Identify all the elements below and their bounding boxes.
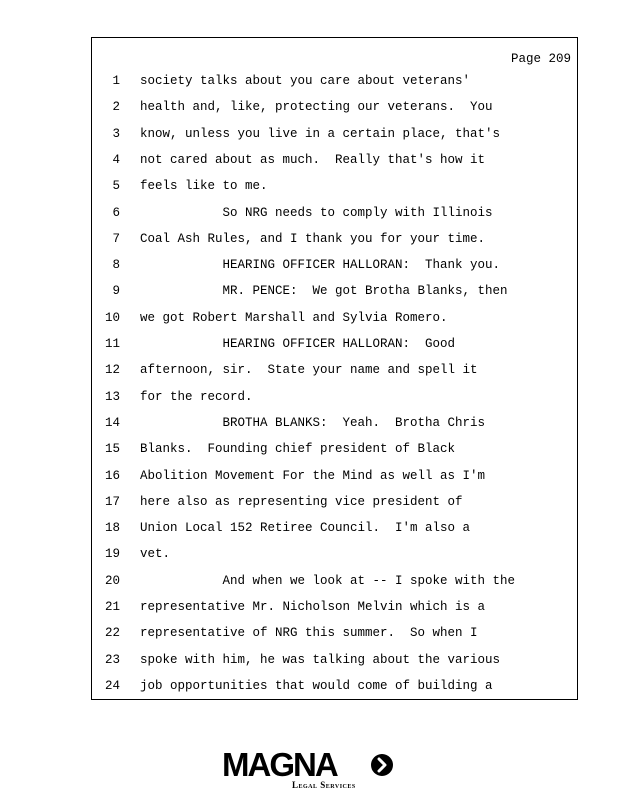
transcript-line (92, 363, 577, 389)
line-text: Abolition Movement For the Mind as well as I'm (140, 468, 486, 483)
line-text: not cared about as much. Really that's how it (140, 152, 486, 167)
line-text: HEARING OFFICER HALLORAN: Good (140, 337, 456, 351)
line-number: 8 (112, 258, 120, 273)
line-number: 18 (104, 521, 120, 536)
line-number: 23 (104, 652, 120, 667)
transcript-line (92, 495, 577, 521)
line-text: vet. (140, 547, 171, 562)
line-number: 4 (112, 152, 120, 167)
transcript-line (92, 416, 577, 442)
line-text: representative Mr. Nicholson Melvin which is a (140, 600, 486, 614)
line-number: 5 (112, 179, 120, 194)
line-text: MR. PENCE: We got Brotha Blanks, then (140, 284, 508, 299)
line-number: 11 (104, 337, 120, 351)
line-text: society talks about you care about veterans' (140, 74, 471, 88)
line-number: 24 (104, 678, 120, 693)
line-text: feels like to me. (140, 179, 268, 194)
transcript-line (92, 469, 577, 495)
line-number: 7 (112, 231, 120, 246)
line-number: 1 (112, 74, 120, 88)
line-number: 14 (104, 415, 120, 430)
line-number: 9 (112, 284, 120, 299)
transcript-line (92, 311, 577, 337)
line-text: here also as representing vice president of (140, 494, 463, 509)
line-text: spoke with him, he was talking about the various (140, 652, 501, 667)
transcript-line (92, 100, 577, 126)
transcript-line (92, 626, 577, 652)
line-text: health and, like, protecting our veterans. You (140, 100, 493, 115)
transcript-line (92, 442, 577, 468)
transcript-line (92, 390, 577, 416)
line-text: representative of NRG this summer. So when I (140, 626, 478, 641)
line-number: 22 (104, 626, 120, 641)
line-number: 6 (112, 205, 120, 220)
transcript-line (92, 232, 577, 258)
line-number: 12 (104, 363, 120, 378)
transcript-page (91, 37, 578, 700)
transcript-line (92, 284, 577, 310)
line-text: Union Local 152 Retiree Council. I'm also a (140, 521, 471, 536)
logo-wordmark: MAGNA (222, 746, 337, 783)
page-number: Page 209 (510, 52, 571, 66)
line-text: Blanks. Founding chief president of Black (140, 442, 456, 457)
line-text: for the record. (140, 389, 253, 404)
magna-logo (222, 747, 396, 793)
line-number: 21 (104, 600, 120, 614)
line-number: 16 (104, 468, 120, 483)
line-text: know, unless you live in a certain place, that's (140, 126, 501, 141)
line-text: afternoon, sir. State your name and spell it (140, 363, 478, 378)
logo-subtitle: Legal Services (292, 780, 356, 790)
line-text: BROTHA BLANKS: Yeah. Brotha Chris (140, 415, 486, 430)
transcript-line (92, 600, 577, 626)
transcript-line (92, 653, 577, 679)
line-text: And when we look at -- I spoke with the (140, 573, 516, 588)
line-number: 3 (112, 126, 120, 141)
transcript-line (92, 179, 577, 205)
line-number: 19 (104, 547, 120, 562)
line-text: HEARING OFFICER HALLORAN: Thank you. (140, 258, 501, 273)
line-number: 20 (104, 573, 120, 588)
transcript-line (92, 521, 577, 547)
line-number: 2 (112, 100, 120, 115)
line-text: we got Robert Marshall and Sylvia Romero. (140, 310, 448, 325)
line-text: job opportunities that would come of building a (140, 678, 493, 693)
transcript-line (92, 547, 577, 573)
line-number: 15 (104, 442, 120, 457)
transcript-line (92, 127, 577, 153)
transcript-line (92, 153, 577, 179)
chevron-right-circle-icon (370, 753, 394, 777)
line-number: 13 (104, 389, 120, 404)
transcript-line (92, 206, 577, 232)
line-number: 17 (104, 494, 120, 509)
line-text: Coal Ash Rules, and I thank you for your time. (140, 231, 486, 246)
transcript-line (92, 337, 577, 363)
line-text: So NRG needs to comply with Illinois (140, 205, 493, 220)
transcript-line (92, 258, 577, 284)
transcript-line (92, 679, 577, 705)
transcript-line (92, 574, 577, 600)
line-number: 10 (104, 310, 120, 325)
transcript-line (92, 74, 577, 100)
